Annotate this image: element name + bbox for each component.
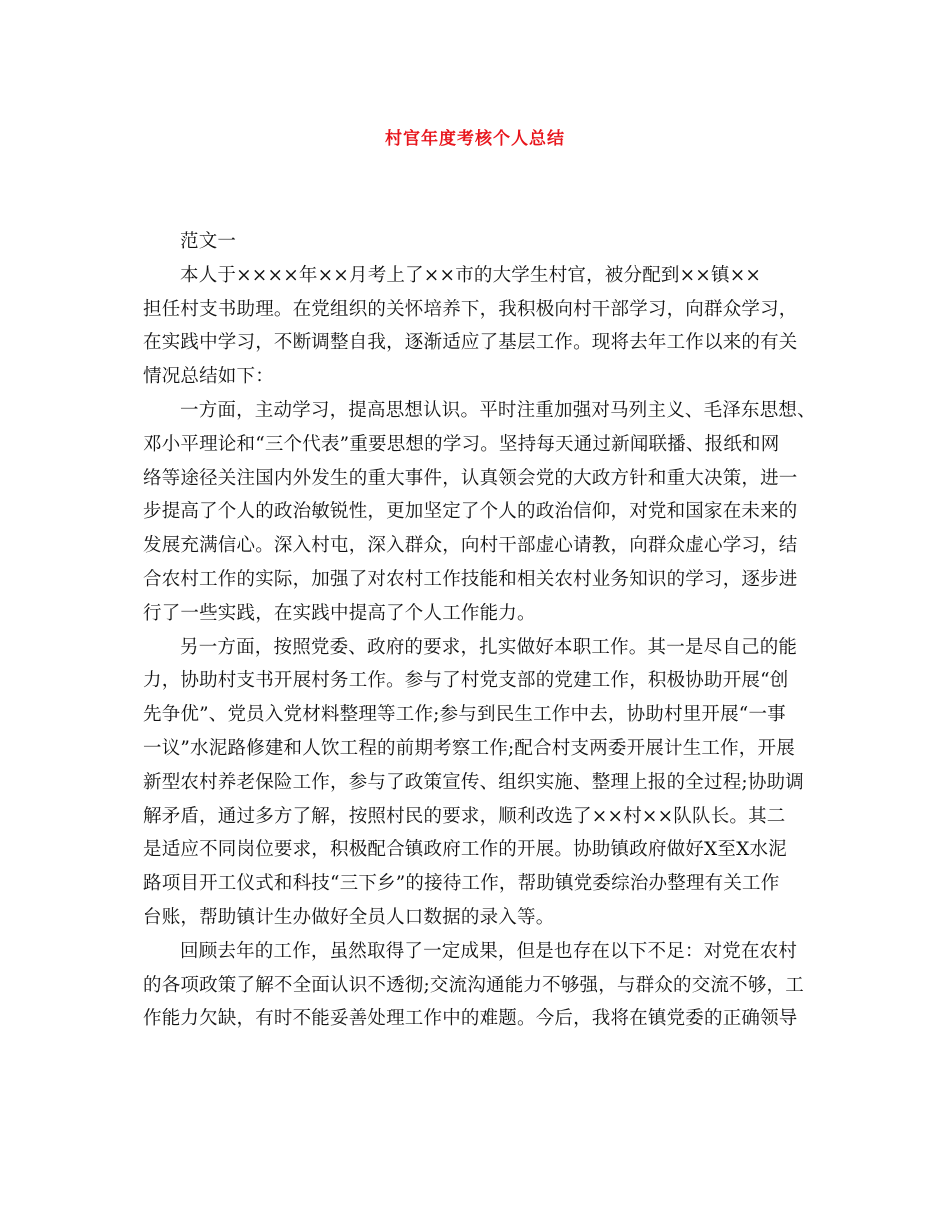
text-line: 作能力欠缺，有时不能妥善处理工作中的难题。今后，我将在镇党委的正确领导 — [143, 1008, 798, 1030]
text-line: 新型农村养老保险工作，参与了政策宣传、组织实施、整理上报的全过程;协助调 — [143, 771, 804, 793]
document-title: 村官年度考核个人总结 — [385, 129, 565, 149]
text-line: 行了一些实践，在实践中提高了个人工作能力。 — [143, 602, 536, 624]
text-line: 本人于××××年××月考上了××市的大学生村官，被分配到××镇×× — [180, 264, 762, 286]
text-line: 先争优”、党员入党材料整理等工作;参与到民生工作中去，协助村里开展“一事 — [143, 704, 786, 726]
text-line: 一议”水泥路修建和人饮工程的前期考察工作;配合村支两委开展计生工作，开展 — [143, 737, 795, 759]
text-line: 力，协助村支书开展村务工作。参与了村党支部的党建工作，积极协助开展“创 — [143, 670, 789, 692]
text-line: 发展充满信心。深入村屯，深入群众，向村干部虚心请教，向群众虚心学习，结 — [143, 535, 798, 557]
text-line: 情况总结如下： — [143, 366, 274, 388]
text-line: 另一方面，按照党委、政府的要求，扎实做好本职工作。其一是尽自己的能 — [180, 636, 798, 658]
text-line: 合农村工作的实际，加强了对农村工作技能和相关农村业务知识的学习，逐步进 — [143, 568, 798, 590]
text-line: 范文一 — [180, 231, 237, 252]
text-line: 络等途径关注国内外发生的重大事件，认真领会党的大政方针和重大决策，进一 — [143, 467, 798, 489]
text-line: 步提高了个人的政治敏锐性，更加坚定了个人的政治信仰，对党和国家在未来的 — [143, 501, 798, 523]
text-line: 的各项政策了解不全面认识不透彻;交流沟通能力不够强，与群众的交流不够，工 — [143, 974, 804, 996]
text-line: 是适应不同岗位要求，积极配合镇政府工作的开展。协助镇政府做好X至X水泥 — [143, 839, 787, 861]
text-line: 担任村支书助理。在党组织的关怀培养下，我积极向村干部学习，向群众学习， — [143, 298, 798, 320]
text-line: 路项目开工仪式和科技“三下乡”的接待工作，帮助镇党委综治办整理有关工作 — [143, 873, 780, 895]
text-line: 邓小平理论和“三个代表”重要思想的学习。坚持每天通过新闻联播、报纸和网 — [143, 433, 780, 455]
text-line: 台账，帮助镇计生办做好全员人口数据的录入等。 — [143, 906, 555, 928]
text-line: 在实践中学习，不断调整自我，逐渐适应了基层工作。现将去年工作以来的有关 — [143, 332, 798, 354]
document-body — [143, 225, 816, 1036]
text-line: 解矛盾，通过多方了解，按照村民的要求，顺利改选了××村××队队长。其二 — [143, 805, 786, 827]
text-line: 一方面，主动学习，提高思想认识。平时注重加强对马列主义、毛泽东思想、 — [180, 399, 816, 421]
text-line: 回顾去年的工作，虽然取得了一定成果，但是也存在以下不足：对党在农村 — [180, 940, 798, 962]
